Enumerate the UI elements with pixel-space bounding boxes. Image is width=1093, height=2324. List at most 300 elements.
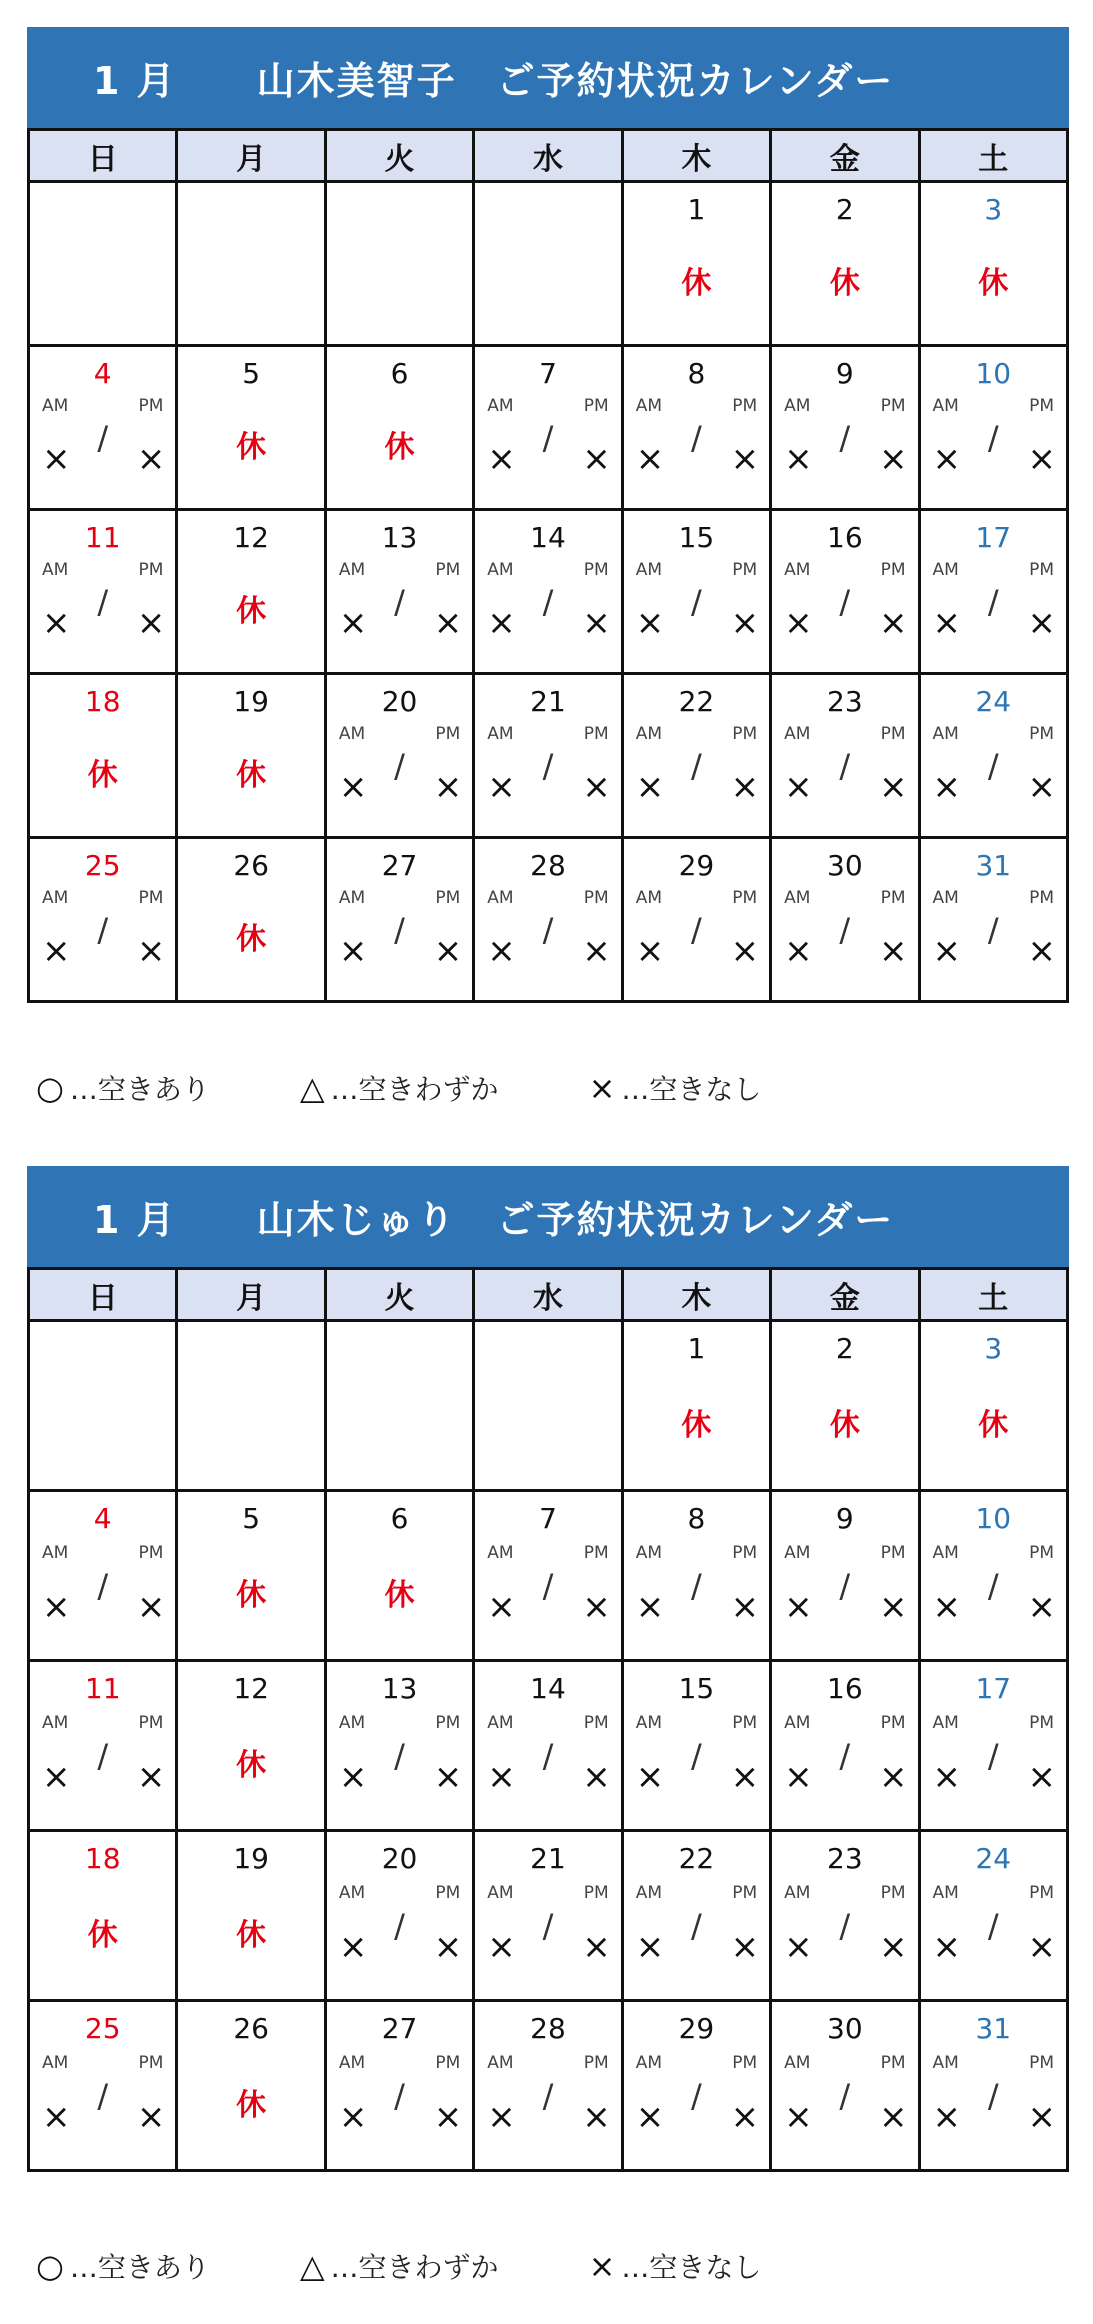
- am-status: ×: [487, 2097, 516, 2137]
- am-label: AM: [932, 1543, 959, 1563]
- pm-label: PM: [732, 1543, 758, 1563]
- month-label: 1 月: [93, 59, 177, 103]
- day-cell[interactable]: [325, 1831, 473, 2001]
- slot-divider: /: [987, 747, 999, 785]
- am-label: AM: [932, 1883, 959, 1903]
- slot-divider: /: [394, 747, 405, 785]
- pm-label: PM: [435, 888, 461, 908]
- day-number: 19: [233, 685, 269, 718]
- pm-status: ×: [730, 1927, 760, 1967]
- slot-divider: /: [542, 747, 554, 785]
- legend-none: [589, 2246, 762, 2286]
- day-cell[interactable]: [771, 1661, 919, 1831]
- weekday-thursday: 木: [622, 1269, 770, 1321]
- day-number: 5: [242, 357, 261, 390]
- slot-divider: /: [691, 1907, 702, 1945]
- pm-label: PM: [138, 1713, 164, 1733]
- closed-label: 休: [236, 758, 267, 793]
- day-number: 23: [827, 685, 863, 718]
- am-status: ×: [635, 1927, 665, 1967]
- day-cell[interactable]: [29, 2001, 177, 2171]
- closed-label: 休: [236, 1918, 267, 1953]
- day-cell[interactable]: [919, 838, 1067, 1002]
- am-status: ×: [932, 2097, 962, 2137]
- pm-status: ×: [879, 767, 908, 807]
- am-label: AM: [784, 2053, 811, 2073]
- weekday-wednesday: 水: [474, 130, 622, 182]
- day-cell[interactable]: [771, 1831, 919, 2001]
- day-number: 26: [233, 849, 269, 882]
- pm-label: PM: [583, 1883, 609, 1903]
- day-cell: [29, 1321, 177, 1491]
- pm-label: PM: [880, 396, 906, 416]
- am-status: ×: [784, 603, 813, 643]
- day-cell[interactable]: [771, 674, 919, 838]
- slot-divider: /: [97, 419, 109, 457]
- weekday-sunday: 日: [29, 130, 177, 182]
- day-number: 18: [84, 685, 121, 718]
- day-number: 11: [84, 521, 121, 554]
- slot-divider: /: [691, 419, 702, 457]
- pm-label: PM: [880, 1713, 906, 1733]
- day-cell[interactable]: [622, 1321, 770, 1491]
- pm-status: ×: [879, 603, 908, 643]
- am-status: ×: [42, 931, 71, 971]
- day-number: 13: [381, 521, 418, 554]
- am-status: ×: [338, 1757, 368, 1797]
- slot-divider: /: [987, 419, 999, 457]
- pm-status: ×: [433, 767, 463, 807]
- closed-label: 休: [384, 1578, 415, 1613]
- closed-label: 休: [236, 2088, 267, 2123]
- day-cell[interactable]: [325, 838, 473, 1002]
- pm-status: ×: [1027, 1587, 1056, 1627]
- pm-label: PM: [435, 1713, 461, 1733]
- am-label: AM: [784, 1883, 811, 1903]
- day-number: 9: [835, 1502, 854, 1535]
- day-cell[interactable]: [919, 1491, 1067, 1661]
- day-number: 1: [687, 1332, 706, 1365]
- calendar-title-bar: [27, 1166, 1069, 1267]
- pm-status: ×: [433, 2097, 463, 2137]
- am-label: AM: [487, 1883, 514, 1903]
- closed-label: 休: [978, 266, 1009, 301]
- weekday-monday: 月: [177, 1269, 325, 1321]
- closed-label: 休: [829, 266, 860, 301]
- day-cell[interactable]: [771, 510, 919, 674]
- day-cell[interactable]: [622, 2001, 770, 2171]
- week-row: [29, 1321, 1068, 1491]
- day-cell[interactable]: [474, 1661, 622, 1831]
- calendar-title-bar: [27, 27, 1069, 128]
- day-number: 6: [390, 357, 409, 390]
- slot-divider: /: [691, 747, 702, 785]
- day-cell[interactable]: [919, 2001, 1067, 2171]
- day-cell[interactable]: [622, 1661, 770, 1831]
- am-label: AM: [932, 888, 959, 908]
- pm-label: PM: [583, 396, 609, 416]
- closed-label: 休: [236, 1748, 267, 1783]
- day-number: 24: [975, 1842, 1012, 1875]
- day-cell[interactable]: [919, 1831, 1067, 2001]
- day-cell[interactable]: [29, 674, 177, 838]
- am-status: ×: [487, 931, 516, 971]
- day-cell[interactable]: [622, 1831, 770, 2001]
- am-status: ×: [487, 439, 516, 479]
- slot-divider: /: [839, 747, 851, 785]
- legend-available: [36, 1068, 210, 1108]
- weekday-thursday: 木: [622, 130, 770, 182]
- day-cell[interactable]: [474, 1491, 622, 1661]
- calendar-grid: [27, 128, 1069, 1003]
- calendar-1: [27, 27, 1069, 1003]
- day-cell[interactable]: [474, 2001, 622, 2171]
- day-cell[interactable]: [177, 1661, 325, 1831]
- am-label: AM: [784, 396, 811, 416]
- pm-status: ×: [582, 931, 611, 971]
- am-label: AM: [932, 724, 959, 744]
- day-cell[interactable]: [474, 1831, 622, 2001]
- day-cell[interactable]: [29, 838, 177, 1002]
- day-cell[interactable]: [474, 510, 622, 674]
- day-number: 2: [835, 193, 854, 226]
- slot-divider: /: [691, 1737, 702, 1775]
- weekday-friday: 金: [771, 130, 919, 182]
- pm-status: ×: [879, 931, 908, 971]
- day-cell[interactable]: [919, 182, 1067, 346]
- day-cell[interactable]: [325, 1661, 473, 1831]
- day-cell[interactable]: [325, 1491, 473, 1661]
- closed-label: 休: [384, 430, 415, 465]
- am-label: AM: [42, 888, 69, 908]
- slot-divider: /: [839, 2077, 851, 2115]
- am-label: AM: [487, 2053, 514, 2073]
- day-cell[interactable]: [771, 2001, 919, 2171]
- pm-label: PM: [435, 560, 461, 580]
- am-status: ×: [784, 1757, 813, 1797]
- pm-status: ×: [136, 1587, 166, 1627]
- pm-label: PM: [732, 2053, 758, 2073]
- day-cell[interactable]: [622, 1491, 770, 1661]
- pm-status: ×: [1027, 439, 1056, 479]
- am-status: ×: [932, 603, 962, 643]
- day-cell[interactable]: [177, 346, 325, 510]
- slot-divider: /: [839, 419, 851, 457]
- day-cell[interactable]: [622, 674, 770, 838]
- pm-label: PM: [880, 1883, 906, 1903]
- closed-label: 休: [236, 1578, 267, 1613]
- day-number: 12: [233, 1672, 269, 1705]
- am-status: ×: [338, 767, 368, 807]
- slot-divider: /: [542, 1907, 554, 1945]
- am-label: AM: [784, 1713, 811, 1733]
- day-cell[interactable]: [771, 1321, 919, 1491]
- day-cell[interactable]: [177, 510, 325, 674]
- pm-label: PM: [435, 2053, 461, 2073]
- am-label: AM: [338, 888, 366, 908]
- slot-divider: /: [97, 583, 109, 621]
- am-label: AM: [932, 2053, 959, 2073]
- am-status: ×: [635, 2097, 665, 2137]
- day-cell[interactable]: [29, 510, 177, 674]
- pm-status: ×: [879, 2097, 908, 2137]
- slot-divider: /: [839, 911, 851, 949]
- day-number: 11: [84, 1672, 121, 1705]
- pm-label: PM: [583, 2053, 609, 2073]
- week-row: [29, 2001, 1068, 2171]
- slot-divider: /: [987, 1567, 999, 1605]
- day-cell[interactable]: [771, 1491, 919, 1661]
- day-number: 5: [242, 1502, 261, 1535]
- slot-divider: /: [691, 1567, 702, 1605]
- day-cell[interactable]: [474, 674, 622, 838]
- pm-status: ×: [433, 1757, 463, 1797]
- pm-status: ×: [136, 931, 166, 971]
- am-label: AM: [635, 2053, 662, 2073]
- am-status: ×: [42, 2097, 71, 2137]
- pm-label: PM: [583, 1713, 609, 1733]
- pm-label: PM: [583, 560, 609, 580]
- slot-divider: /: [394, 1737, 405, 1775]
- am-label: AM: [42, 560, 69, 580]
- day-cell[interactable]: [919, 1661, 1067, 1831]
- am-status: ×: [42, 1757, 71, 1797]
- week-row: [29, 1491, 1068, 1661]
- day-cell[interactable]: [919, 346, 1067, 510]
- am-status: ×: [635, 1757, 665, 1797]
- weekday-friday: 金: [771, 1269, 919, 1321]
- pm-status: ×: [730, 1757, 760, 1797]
- pm-label: PM: [138, 1543, 164, 1563]
- am-status: ×: [932, 931, 962, 971]
- legend-none: [589, 1068, 762, 1108]
- pm-status: ×: [582, 603, 611, 643]
- slot-divider: /: [839, 1737, 851, 1775]
- am-status: ×: [338, 603, 368, 643]
- am-label: AM: [42, 2053, 69, 2073]
- am-status: ×: [784, 1587, 813, 1627]
- day-cell[interactable]: [177, 2001, 325, 2171]
- day-number: 20: [381, 685, 418, 718]
- am-label: AM: [338, 560, 366, 580]
- pm-status: ×: [730, 2097, 760, 2137]
- legend-none-label: …空きなし: [621, 2251, 762, 2284]
- day-number: 8: [687, 357, 706, 390]
- slot-divider: /: [691, 2077, 702, 2115]
- day-cell[interactable]: [622, 182, 770, 346]
- slot-divider: /: [542, 583, 554, 621]
- day-number: 25: [84, 849, 121, 882]
- day-cell[interactable]: [771, 346, 919, 510]
- week-row: [29, 1831, 1068, 2001]
- closed-label: 休: [87, 1918, 118, 1953]
- slot-divider: /: [542, 1567, 554, 1605]
- pm-label: PM: [732, 560, 758, 580]
- am-label: AM: [784, 888, 811, 908]
- am-label: AM: [635, 396, 662, 416]
- day-cell[interactable]: [919, 1321, 1067, 1491]
- pm-label: PM: [732, 1713, 758, 1733]
- am-label: AM: [487, 724, 514, 744]
- day-cell[interactable]: [622, 510, 770, 674]
- legend-2: [36, 2246, 851, 2286]
- am-label: AM: [487, 396, 514, 416]
- closed-label: 休: [87, 758, 118, 793]
- slot-divider: /: [394, 911, 405, 949]
- day-cell[interactable]: [474, 346, 622, 510]
- am-label: AM: [932, 396, 959, 416]
- day-cell[interactable]: [177, 1831, 325, 2001]
- day-number: 9: [835, 357, 854, 390]
- day-number: 22: [678, 1842, 715, 1875]
- weekday-sunday: 日: [29, 1269, 177, 1321]
- day-cell[interactable]: [771, 182, 919, 346]
- day-number: 10: [975, 1502, 1012, 1535]
- am-status: ×: [635, 767, 665, 807]
- pm-label: PM: [435, 724, 461, 744]
- slot-divider: /: [987, 1737, 999, 1775]
- day-cell: [474, 1321, 622, 1491]
- am-label: AM: [487, 1543, 514, 1563]
- day-number: 17: [975, 1672, 1012, 1705]
- pm-label: PM: [732, 888, 758, 908]
- pm-status: ×: [730, 1587, 760, 1627]
- slot-divider: /: [394, 1907, 405, 1945]
- week-row: [29, 346, 1068, 510]
- weekday-monday: 月: [177, 130, 325, 182]
- day-number: 10: [975, 357, 1012, 390]
- day-cell[interactable]: [919, 674, 1067, 838]
- day-cell[interactable]: [29, 1661, 177, 1831]
- day-cell[interactable]: [177, 674, 325, 838]
- pm-status: ×: [136, 439, 166, 479]
- day-number: 28: [530, 2012, 566, 2045]
- pm-status: ×: [582, 767, 611, 807]
- day-cell[interactable]: [474, 838, 622, 1002]
- pm-label: PM: [583, 724, 609, 744]
- pm-label: PM: [732, 1883, 758, 1903]
- day-number: 4: [93, 1502, 112, 1535]
- closed-label: 休: [978, 1408, 1009, 1443]
- pm-status: ×: [136, 2097, 166, 2137]
- cross-icon: ×: [588, 1069, 616, 1107]
- day-number: 14: [530, 521, 566, 554]
- day-cell: [29, 182, 177, 346]
- am-status: ×: [42, 603, 71, 643]
- am-status: ×: [338, 931, 368, 971]
- day-cell[interactable]: [177, 1491, 325, 1661]
- pm-label: PM: [1029, 1883, 1054, 1903]
- day-cell[interactable]: [29, 1491, 177, 1661]
- slot-divider: /: [97, 1567, 109, 1605]
- pm-status: ×: [1027, 1757, 1056, 1797]
- am-status: ×: [635, 439, 665, 479]
- legend-available-label: …空きあり: [69, 2251, 210, 2284]
- day-number: 16: [827, 521, 863, 554]
- am-label: AM: [784, 1543, 811, 1563]
- pm-label: PM: [1029, 1713, 1054, 1733]
- day-number: 27: [381, 2012, 418, 2045]
- slot-divider: /: [987, 583, 999, 621]
- day-cell[interactable]: [29, 1831, 177, 2001]
- am-status: ×: [487, 767, 516, 807]
- day-number: 15: [678, 1672, 715, 1705]
- am-label: AM: [487, 888, 514, 908]
- day-cell[interactable]: [177, 838, 325, 1002]
- pm-status: ×: [1027, 603, 1056, 643]
- day-number: 26: [233, 2012, 269, 2045]
- day-number: 12: [233, 521, 269, 554]
- pm-status: ×: [1027, 2097, 1056, 2137]
- legend-few: [300, 2246, 499, 2286]
- slot-divider: /: [691, 911, 702, 949]
- day-cell[interactable]: [622, 838, 770, 1002]
- pm-status: ×: [879, 439, 908, 479]
- am-label: AM: [635, 724, 662, 744]
- pm-label: PM: [435, 1883, 461, 1903]
- slot-divider: /: [97, 911, 109, 949]
- legend-few-label: …空きわずか: [330, 2251, 499, 2284]
- am-label: AM: [784, 724, 811, 744]
- closed-label: 休: [236, 922, 267, 957]
- day-number: 15: [678, 521, 715, 554]
- pm-status: ×: [433, 931, 463, 971]
- pm-status: ×: [730, 603, 760, 643]
- day-cell[interactable]: [771, 838, 919, 1002]
- day-cell[interactable]: [622, 346, 770, 510]
- pm-status: ×: [582, 2097, 611, 2137]
- slot-divider: /: [542, 911, 554, 949]
- month-label: 1 月: [93, 1198, 177, 1242]
- legend-few: [300, 1068, 499, 1108]
- am-status: ×: [635, 931, 665, 971]
- day-number: 18: [84, 1842, 121, 1875]
- day-cell[interactable]: [919, 510, 1067, 674]
- day-number: 22: [678, 685, 715, 718]
- week-row: [29, 510, 1068, 674]
- am-label: AM: [635, 888, 662, 908]
- day-cell[interactable]: [29, 346, 177, 510]
- day-cell[interactable]: [325, 346, 473, 510]
- calendar-grid: [27, 1267, 1069, 2172]
- day-number: 28: [530, 849, 566, 882]
- day-number: 13: [381, 1672, 418, 1705]
- day-number: 1: [687, 193, 706, 226]
- day-cell[interactable]: [325, 2001, 473, 2171]
- am-label: AM: [42, 396, 69, 416]
- slot-divider: /: [987, 2077, 999, 2115]
- pm-label: PM: [1029, 2053, 1054, 2073]
- day-number: 31: [975, 849, 1012, 882]
- am-status: ×: [932, 1587, 962, 1627]
- pm-label: PM: [138, 2053, 164, 2073]
- pm-status: ×: [1027, 931, 1056, 971]
- pm-label: PM: [138, 560, 164, 580]
- legend-available-label: …空きあり: [69, 1073, 210, 1106]
- am-status: ×: [487, 1927, 516, 1967]
- am-label: AM: [42, 1713, 69, 1733]
- am-label: AM: [635, 1543, 662, 1563]
- am-status: ×: [784, 931, 813, 971]
- am-label: AM: [784, 560, 811, 580]
- pm-status: ×: [879, 1587, 908, 1627]
- pm-status: ×: [730, 439, 760, 479]
- day-cell[interactable]: [325, 510, 473, 674]
- triangle-icon: △: [299, 2247, 325, 2285]
- am-status: ×: [42, 439, 71, 479]
- day-cell[interactable]: [325, 674, 473, 838]
- day-number: 7: [539, 1502, 557, 1535]
